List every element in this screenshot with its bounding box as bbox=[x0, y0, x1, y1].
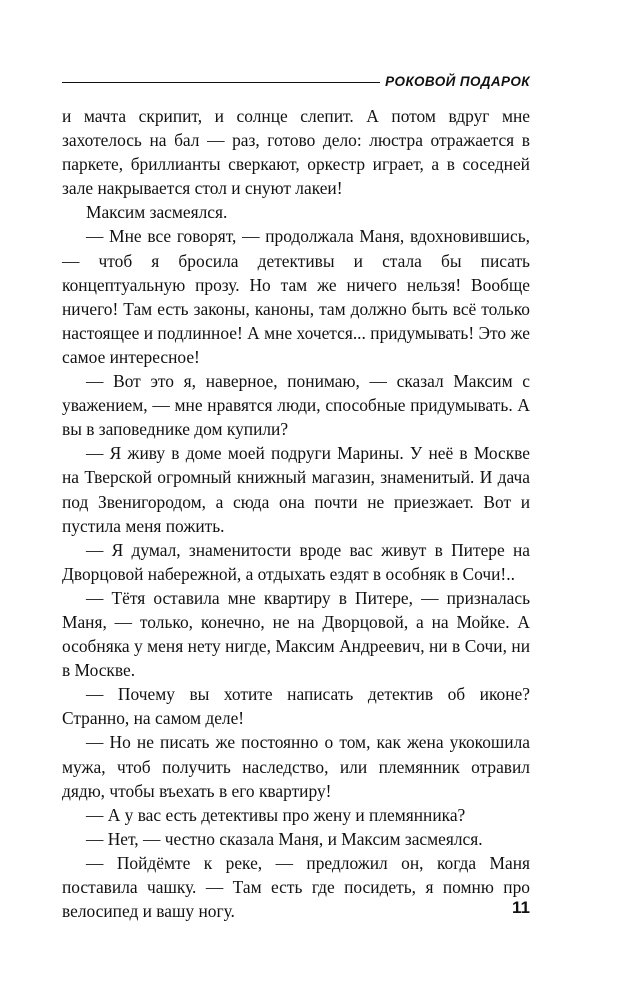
paragraph-6: — Я думал, знаменитости вроде вас живут в Питере на Дворцовой набережной, а отдыхать ездят в особняк в Сочи!.. bbox=[62, 539, 530, 584]
paragraph-8: — Почему вы хотите написать детектив об иконе? Странно, на самом деле! bbox=[62, 684, 530, 729]
paragraph-4: — Вот это я, наверное, понимаю, — сказал Максим с уважением, — мне нравятся люди, способные придумывать. А вы в заповеднике дом купили? bbox=[62, 371, 530, 440]
paragraph-5: — Я живу в доме моей подруги Марины. У неё в Москве на Тверской огромный книжный магазин, знаменитый. И дача под Звенигородом, а сюда она почти не приезжает. Вот и пустила меня пожить. bbox=[62, 443, 530, 536]
page-body bbox=[62, 104, 530, 923]
paragraph-7: — Тётя оставила мне квартиру в Питере, — призналась Маня, — только, конечно, не на Дворцовой, а на Мойке. А особняка у меня нету нигде, Максим Андреевич, ни в Сочи, ни в Москве. bbox=[62, 587, 530, 681]
running-header bbox=[62, 72, 530, 92]
running-title: РОКОВОЙ ПОДАРОК bbox=[385, 74, 530, 89]
paragraph-9: — Но не писать же постоянно о том, как жена укокошила мужа, чтоб получить наследство, или племянник отравил дядю, чтобы въехать в его квартиру! bbox=[62, 732, 530, 801]
paragraph-1: и мачта скрипит, и солнце слепит. А потом вдруг мне захотелось на бал — раз, готово дело: люстра отражается в паркете, бриллианты сверкают, оркестр играет, а в соседней зале накрывается стол и снуют лакеи! bbox=[62, 106, 530, 199]
paragraph-3: — Мне все говорят, — продолжала Маня, вдохновившись, — чтоб я бросила детективы и стала бы писать концептуальную прозу. Но там же ничего нельзя! Вообще ничего! Там есть законы, каноны, там должно быть всё только настоящее и подлинное! А мне хочется... придумывать! Это же самое интересное! bbox=[62, 226, 530, 367]
paragraph-11: — Нет, — честно сказала Маня, и Максим засмеялся. bbox=[86, 828, 483, 849]
page-number: 11 bbox=[512, 898, 530, 917]
paragraph-12: — Пойдёмте к реке, — предложил он, когда Маня поставила чашку. — Там есть где посидеть, я помню про велосипед и вашу ногу. bbox=[62, 852, 530, 922]
header-rule bbox=[62, 82, 380, 83]
paragraph-10: — А у вас есть детективы про жену и племянника? bbox=[86, 804, 466, 825]
paragraph-2: Максим засмеялся. bbox=[86, 202, 228, 223]
